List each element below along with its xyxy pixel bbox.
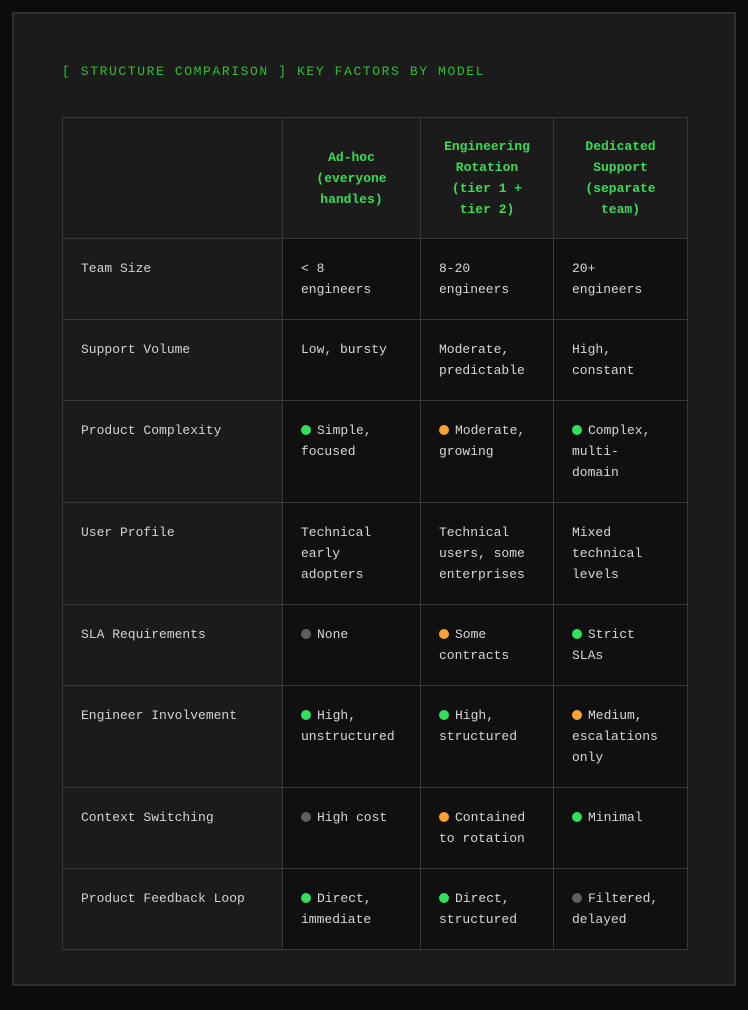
- row-label: User Profile: [63, 503, 283, 605]
- cell-text: Moderate, predictable: [439, 342, 525, 378]
- table-cell: [554, 503, 688, 605]
- table-row-context-switching: [63, 788, 688, 869]
- status-dot: [439, 710, 449, 720]
- cell-text: High, constant: [572, 342, 635, 378]
- row-label: Product Complexity: [63, 401, 283, 503]
- cell-text: Simple, focused: [301, 423, 372, 459]
- table-cell: [554, 605, 688, 686]
- status-dot: [301, 893, 311, 903]
- status-dot: [439, 425, 449, 435]
- row-label: Engineer Involvement: [63, 686, 283, 788]
- table-cell: [554, 401, 688, 503]
- table-cell: [554, 869, 688, 950]
- column-header-rotation: Engineering Rotation (tier 1 + tier 2): [421, 118, 554, 239]
- table-cell: [421, 686, 554, 788]
- cell-text: < 8 engineers: [301, 261, 372, 297]
- cell-text: None: [317, 627, 349, 642]
- row-label: Product Feedback Loop: [63, 869, 283, 950]
- table-cell: [421, 320, 554, 401]
- table-row-product-complexity: [63, 401, 688, 503]
- table-cell: [283, 686, 421, 788]
- cell-text: Filtered, delayed: [572, 891, 659, 927]
- status-dot: [572, 710, 582, 720]
- status-dot: [572, 629, 582, 639]
- cell-text: 8-20 engineers: [439, 261, 510, 297]
- cell-text: Technical early adopters: [301, 525, 372, 582]
- row-label: Support Volume: [63, 320, 283, 401]
- status-dot: [301, 629, 311, 639]
- table-cell: [421, 788, 554, 869]
- table-cell: [554, 788, 688, 869]
- cell-text: Medium, escalations only: [572, 708, 658, 765]
- table-row-team-size: [63, 239, 688, 320]
- cell-text: Minimal: [588, 810, 643, 825]
- cell-text: Low, bursty: [301, 342, 387, 357]
- table-cell: [283, 239, 421, 320]
- table-cell: [283, 788, 421, 869]
- cell-text: Complex, multi-domain: [572, 423, 651, 480]
- table-row-sla-requirements: [63, 605, 688, 686]
- row-label: SLA Requirements: [63, 605, 283, 686]
- table-row-engineer-involvement: [63, 686, 688, 788]
- cell-text: Direct, structured: [439, 891, 518, 927]
- table-cell: [421, 503, 554, 605]
- status-dot: [572, 425, 582, 435]
- table-cell: [421, 239, 554, 320]
- table-cell: [421, 401, 554, 503]
- table-cell: [421, 869, 554, 950]
- table-cell: [283, 869, 421, 950]
- status-dot: [572, 893, 582, 903]
- comparison-table: [62, 117, 688, 950]
- cell-text: Contained to rotation: [439, 810, 526, 846]
- status-dot: [301, 425, 311, 435]
- status-dot: [439, 893, 449, 903]
- table-cell: [283, 320, 421, 401]
- table-cell: [554, 320, 688, 401]
- cell-text: Strict SLAs: [572, 627, 635, 663]
- table-row-user-profile: [63, 503, 688, 605]
- status-dot: [439, 812, 449, 822]
- cell-text: Technical users, some enterprises: [439, 525, 525, 582]
- cell-text: High, structured: [439, 708, 518, 744]
- row-label: Context Switching: [63, 788, 283, 869]
- cell-text: High cost: [317, 810, 388, 825]
- cell-text: Some contracts: [439, 627, 510, 663]
- content-panel: [12, 12, 736, 986]
- status-dot: [301, 812, 311, 822]
- table-cell: [421, 605, 554, 686]
- column-header-dedicated: Dedicated Support (separate team): [554, 118, 688, 239]
- page-title: [ STRUCTURE COMPARISON ] KEY FACTORS BY MODEL: [62, 64, 486, 79]
- status-dot: [572, 812, 582, 822]
- table-row-support-volume: [63, 320, 688, 401]
- cell-text: Mixed technical levels: [572, 525, 643, 582]
- table-cell: [283, 503, 421, 605]
- status-dot: [439, 629, 449, 639]
- column-header-adhoc: Ad-hoc (everyone handles): [283, 118, 421, 239]
- cell-text: High, unstructured: [301, 708, 395, 744]
- cell-text: Moderate, growing: [439, 423, 526, 459]
- status-dot: [301, 710, 311, 720]
- table-cell: [283, 605, 421, 686]
- table-row-product-feedback-loop: [63, 869, 688, 950]
- row-label: Team Size: [63, 239, 283, 320]
- corner-cell: [63, 118, 283, 239]
- table-cell: [554, 239, 688, 320]
- table-cell: [554, 686, 688, 788]
- cell-text: 20+ engineers: [572, 261, 643, 297]
- table-cell: [283, 401, 421, 503]
- header-row: [63, 118, 688, 239]
- cell-text: Direct, immediate: [301, 891, 372, 927]
